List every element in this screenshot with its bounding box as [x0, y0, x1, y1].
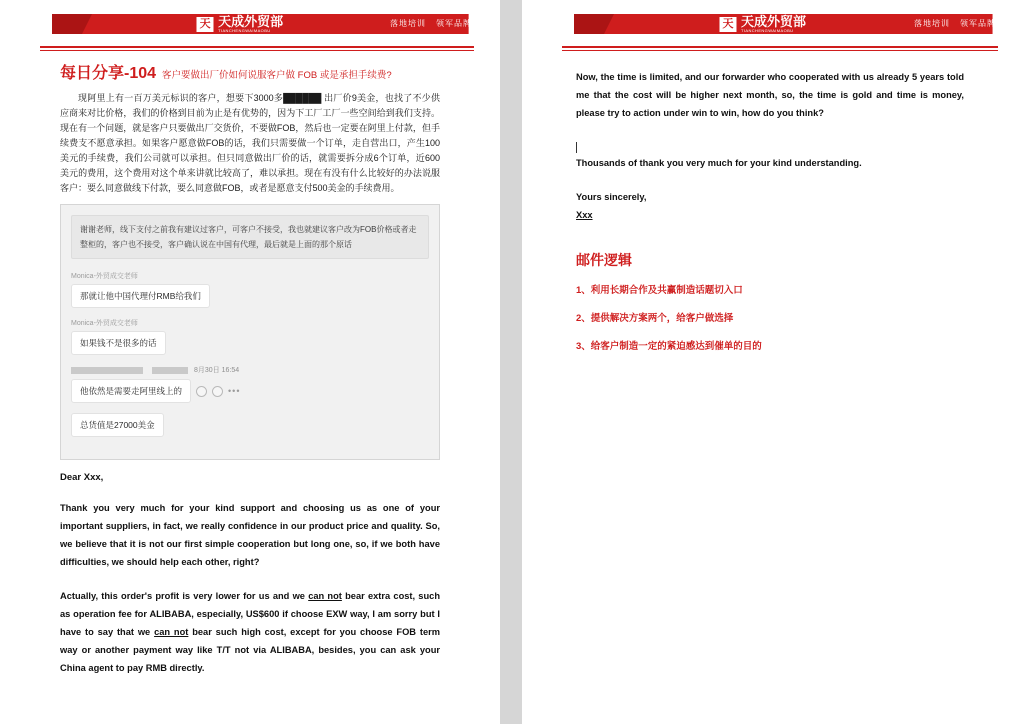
brand-mark-icon: 天 — [719, 17, 736, 32]
letter-paragraph-4: Thousands of thank you very much for your kind understanding. — [576, 158, 862, 168]
letter-paragraph-2-part-a: Actually, this order's profit is very lower for us and we — [60, 591, 309, 601]
letter-closing-line-1: Yours sincerely, — [576, 192, 647, 202]
email-logic-item: 1、利用长期合作及共赢制造话题切入口 — [576, 285, 743, 296]
brand-name-cn: 天成外贸部 — [741, 14, 807, 29]
page-title-sub: 客户要做出厂价如何说服客户做 FOB 或是承担手续费? — [162, 70, 392, 81]
text-caret — [576, 142, 577, 153]
left-page-content — [0, 50, 500, 677]
chat-timestamp: 8月30日 16:54 — [194, 367, 240, 374]
letter-closing — [576, 188, 964, 224]
brand-logo — [196, 15, 283, 33]
slogan-part-1: 落地培训 — [390, 19, 426, 28]
chat-sender-name: Monica-外贸成交老师 — [71, 320, 138, 327]
text-cursor-line — [576, 138, 964, 154]
emoji-reaction-icon[interactable] — [196, 386, 207, 397]
brand-name-cn: 天成外贸部 — [218, 14, 284, 29]
header-divider-thin — [562, 50, 998, 51]
page-right — [522, 0, 1024, 724]
email-logic-item: 2、提供解决方案两个，给客户做选择 — [576, 313, 734, 324]
header-divider-thin — [40, 50, 474, 51]
letter-paragraph-2-part-b: bear extra cost, such as operation fee for ALIBABA, especially, US$600 if choose EXW way, I am sorry but I have to say that we — [60, 591, 441, 637]
redacted-name-bar — [71, 367, 143, 374]
letter-paragraph-2 — [60, 587, 440, 677]
brand-text — [741, 15, 806, 33]
page-header-right — [562, 14, 998, 50]
chat-meta-row — [71, 365, 429, 375]
slogan-part-2: 领军品牌 — [436, 19, 472, 28]
header-slogan — [914, 18, 996, 29]
emoji-reaction-icon[interactable] — [212, 386, 223, 397]
brand-text — [218, 15, 283, 33]
page-title-main: 每日分享-104 — [60, 65, 157, 82]
chat-bubble: 总货值是27000美金 — [71, 413, 164, 437]
chinese-intro-paragraph: 现阿里上有一百万美元标识的客户，想要下3000多██████ 出厂价9美金，也找了不少供应商来对比价格，我们的价格到目前为止是有优势的，因为下工厂工厂一些空间给到我们支持。现在有一个问题，就是客户只要做出厂交货价，不要做FOB，然后也一定要在阿里上付款，但手续费支不愿意承担。如果客户愿意做FOB的话，我们只需要做一个订单，走自营出口，产生100美元的手续费，我们公司就可以承担。但只同意做出厂价的话，就需要拆分成6个订单，近600美元的费用，这个费用对这个单来讲就比较高了，难以承担。现在有没有什么比较好的办法说服客户：要么同意做线下付款，要么同意做FOB，或者是愿意支付500美金的手续费用。 — [60, 93, 440, 193]
letter-signature: Xxx — [576, 210, 593, 220]
letter-salutation-text: Dear Xxx, — [60, 472, 104, 483]
chat-sender-name: Monica-外贸成交老师 — [71, 273, 138, 280]
brand-mark-icon: 天 — [196, 17, 213, 32]
brand-logo — [719, 15, 806, 33]
letter-paragraph-2-part-c: bear such high cost, except for you choose FOB term way or another payment way like T/T not via ALIBABA, besides, you can ask your China agent to pay RMB directly. — [60, 627, 441, 673]
page-title — [60, 60, 440, 83]
email-logic-item: 3、给客户制造一定的紧迫感达到催单的目的 — [576, 341, 762, 352]
chat-bubble: 他依然是需要走阿里线上的 — [71, 379, 191, 403]
letter-emphasis-can-not: can not — [308, 591, 342, 601]
chat-bubble-row — [71, 379, 429, 403]
brand-name-en: TIANCHENGWAIMAOBU — [218, 28, 271, 33]
header-slogan — [390, 18, 472, 29]
slogan-part-1: 落地培训 — [914, 19, 950, 28]
chat-bubble: 如果钱不是很多的话 — [71, 331, 166, 355]
letter-paragraph-3: Now, the time is limited, and our forwarder who cooperated with us already 5 years told me that the cost will be higher next month, so, the time is gold and time is money, please try to action under win to win, how do you think? — [576, 72, 964, 118]
page-left — [0, 0, 500, 724]
chat-note-message: 谢谢老师，线下支付之前我有建议过客户，可客户不接受，我也就建议客户改为FOB价格或者走整柜的，客户也不接受，客户确认说在中国有代理，最后就是上面的那个原话 — [71, 215, 429, 259]
redacted-name-bar — [152, 367, 188, 374]
email-logic-title: 邮件逻辑 — [576, 252, 632, 268]
header-divider-thick — [562, 46, 998, 48]
right-page-content — [522, 50, 1024, 354]
page-gutter — [500, 0, 522, 724]
header-divider-thick — [40, 46, 474, 48]
chat-bubble: 那就让他中国代理付RMB给我们 — [71, 284, 210, 308]
chat-screenshot — [60, 204, 440, 460]
slogan-part-2: 领军品牌 — [960, 19, 996, 28]
brand-name-en: TIANCHENGWAIMAOBU — [741, 28, 794, 33]
page-header-left — [40, 14, 474, 50]
letter-emphasis-can-not: can not — [154, 627, 189, 637]
more-options-icon[interactable]: ••• — [228, 386, 241, 396]
letter-salutation — [60, 472, 440, 483]
letter-paragraph-1: Thank you very much for your kind support and choosing us as one of your important suppliers, in fact, we really confidence in our product price and quality. So, we believe that it is not our first simple cooperation but long one, so, if we both have difficulties, we should help each other, right? — [60, 503, 440, 567]
